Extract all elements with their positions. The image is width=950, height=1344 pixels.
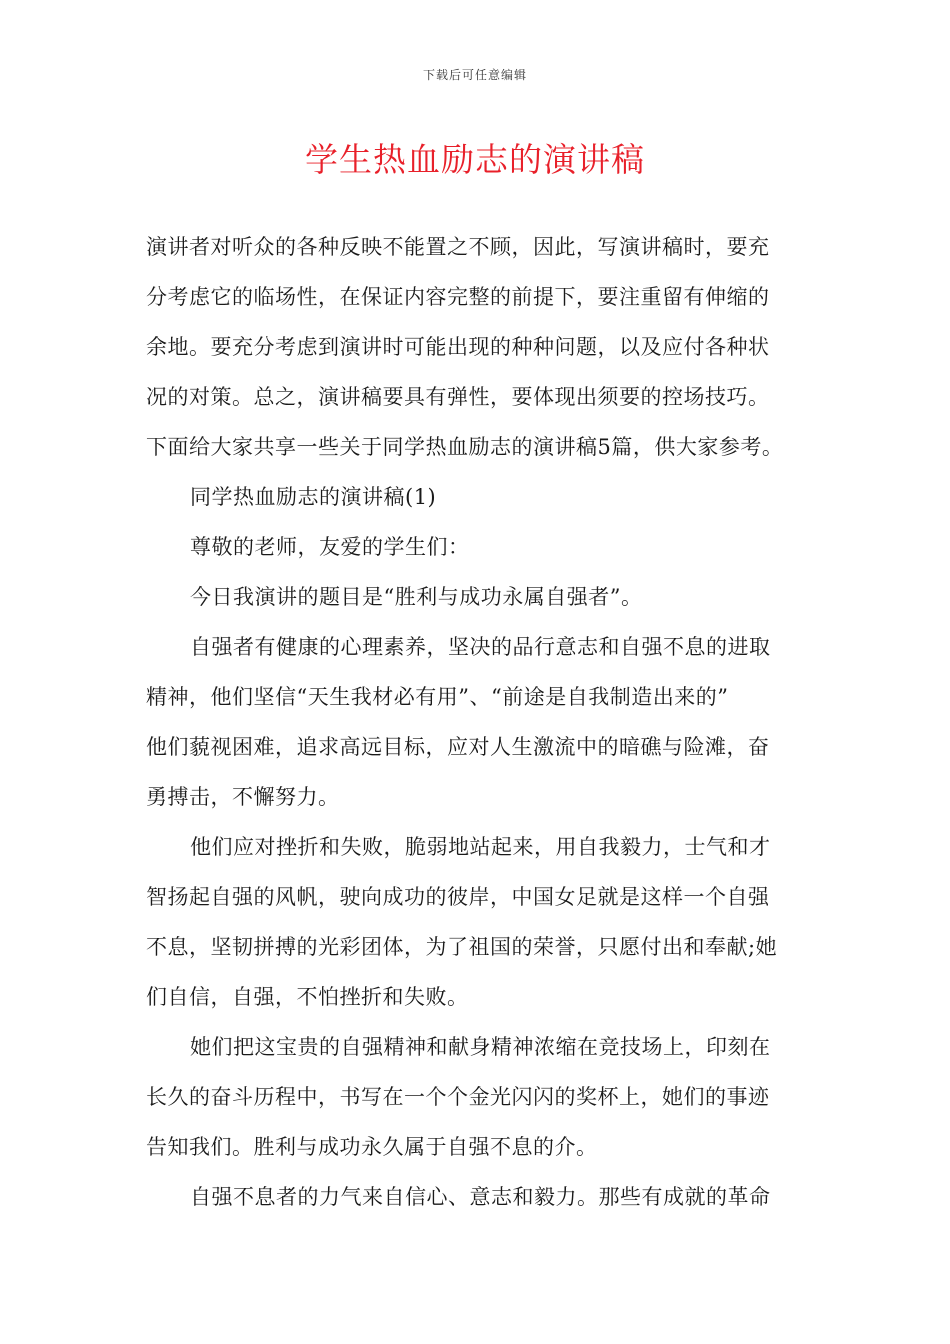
header-note: 下载后可任意编辑 xyxy=(422,68,527,82)
body-line: 她们把这宝贵的自强精神和献身精神浓缩在竞技场上，印刻在 xyxy=(190,1035,771,1059)
document-title: 学生热血励志的演讲稿 xyxy=(305,140,645,179)
body-line: 们自信，自强，不怕挫折和失败。 xyxy=(146,985,469,1009)
body-line: 下面给大家共享一些关于同学热血励志的演讲稿5篇，供大家参考。 xyxy=(146,435,784,459)
body-line: 他们藐视困难，追求高远目标，应对人生激流中的暗礁与险滩，奋 xyxy=(146,735,770,759)
body-line: 智扬起自强的风帆，驶向成功的彼岸，中国女足就是这样一个自强 xyxy=(146,885,770,909)
body-line: 演讲者对听众的各种反映不能置之不顾，因此，写演讲稿时，要充 xyxy=(146,235,770,259)
body-line: 今日我演讲的题目是“胜利与成功永属自强者”。 xyxy=(190,585,643,609)
body-line: 告知我们。胜利与成功永久属于自强不息的介。 xyxy=(146,1135,598,1159)
body-line: 不息，坚韧拼搏的光彩团体，为了祖国的荣誉，只愿付出和奉献;她 xyxy=(146,935,778,959)
body-line: 精神，他们坚信“天生我材必有用”、“前途是自我制造出来的” xyxy=(146,685,729,709)
body-line: 勇搏击，不懈努力。 xyxy=(146,785,340,809)
body-line: 同学热血励志的演讲稿(1) xyxy=(190,485,437,509)
body-line: 自强不息者的力气来自信心、意志和毅力。那些有成就的革命 xyxy=(190,1185,771,1209)
body-line: 余地。要充分考虑到演讲时可能出现的种种问题，以及应付各种状 xyxy=(146,335,770,359)
body-line: 尊敬的老师，友爱的学生们： xyxy=(190,535,470,559)
body-line: 分考虑它的临场性，在保证内容完整的前提下，要注重留有伸缩的 xyxy=(146,285,770,309)
body-line: 况的对策。总之，演讲稿要具有弹性，要体现出须要的控场技巧。 xyxy=(146,385,770,409)
document-body xyxy=(146,222,806,1222)
body-line: 自强者有健康的心理素养，坚决的品行意志和自强不息的进取 xyxy=(190,635,771,659)
body-line: 他们应对挫折和失败，脆弱地站起来，用自我毅力，士气和才 xyxy=(190,835,771,859)
body-line: 长久的奋斗历程中，书写在一个个金光闪闪的奖杯上，她们的事迹 xyxy=(146,1085,770,1109)
